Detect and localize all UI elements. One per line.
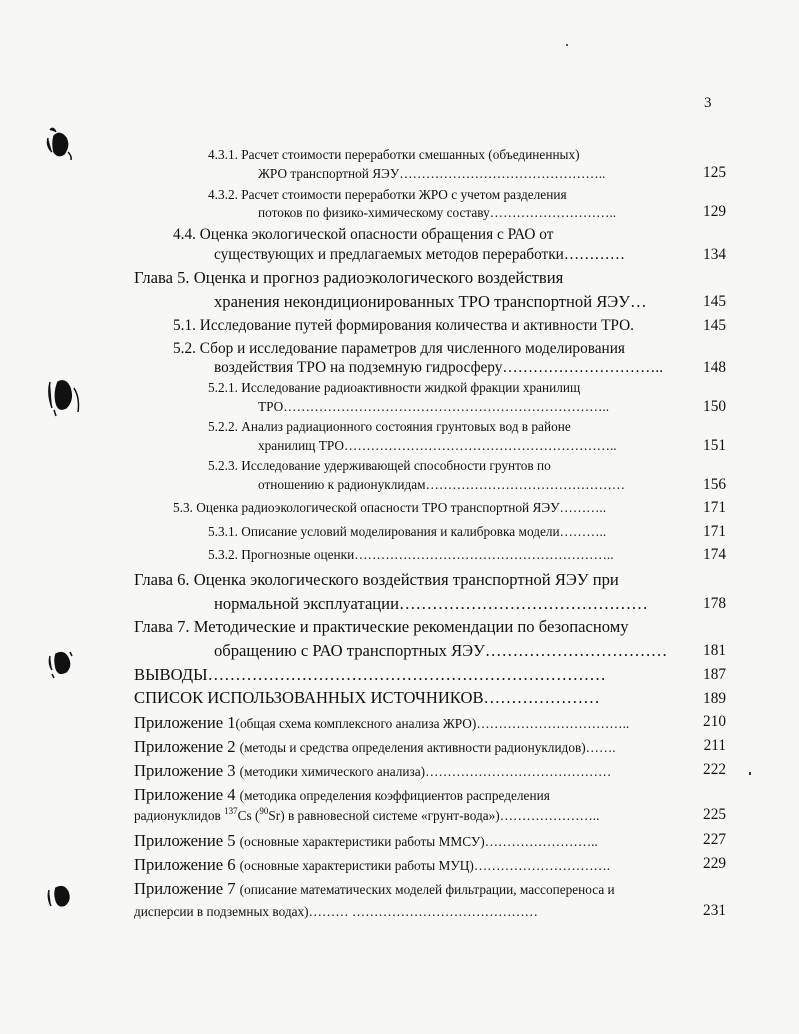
toc-entry-4-4: 4.4. Оценка экологической опасности обращения с РАО от [173, 226, 554, 243]
toc-conclusions: ВЫВОДЫ……………………………………………………………… [134, 665, 606, 684]
appendix-label: Приложение 1 [134, 713, 236, 732]
toc-entry-5-2-1-cont: ТРО……………………………………………………………….. [258, 399, 610, 414]
toc-page-number: 229 [703, 855, 726, 872]
toc-page-number: 222 [703, 761, 726, 778]
toc-appendix-2 [134, 737, 616, 757]
appendix-description: (основные характеристики работы МУЦ)…………………………. [239, 858, 611, 873]
isotope-mass-number: 137 [224, 805, 238, 816]
binding-hole-mark [44, 124, 76, 164]
appendix-label: Приложение 4 [134, 785, 240, 804]
toc-chapter-6-cont: нормальной эксплуатации……………………………………… [214, 594, 648, 613]
toc-page-number: 211 [703, 737, 726, 754]
toc-page-number: 231 [703, 902, 726, 919]
toc-chapter-5: Глава 5. Оценка и прогноз радиоэкологического воздействия [134, 268, 564, 287]
toc-entry-5-3: 5.3. Оценка радиоэкологической опасности ТРО транспортной ЯЭУ……….. [173, 500, 607, 515]
toc-chapter-5-cont: хранения некондиционированных ТРО транспортной ЯЭУ… [214, 292, 647, 311]
toc-page-number: 187 [703, 666, 726, 683]
toc-page-number: 227 [703, 831, 726, 848]
appendix-label: Приложение 3 [134, 761, 240, 780]
toc-chapter-6: Глава 6. Оценка экологического воздействия транспортной ЯЭУ при [134, 570, 619, 589]
toc-page-number: 189 [703, 690, 726, 707]
toc-appendix-4 [134, 785, 550, 805]
toc-entry-4-3-1-cont: ЖРО транспортной ЯЭУ……………………………………….. [258, 166, 606, 181]
toc-entry-5-3-2: 5.3.2. Прогнозные оценки………………………………………………….. [208, 547, 614, 562]
toc-page-number: 145 [703, 317, 726, 334]
toc-appendix-4-cont [134, 805, 600, 824]
toc-entry-5-2-2-cont: хранилищ ТРО…………………………………………………….. [258, 438, 617, 453]
toc-entry-5-2-3-cont: отношению к радионуклидам……………………………………… [258, 477, 626, 492]
toc-entry-5-1: 5.1. Исследование путей формирования количества и активности ТРО. [173, 317, 634, 334]
toc-page-number: 171 [703, 523, 726, 540]
toc-appendix-5 [134, 831, 598, 851]
toc-entry-5-2-2: 5.2.2. Анализ радиационного состояния грунтовых вод в районе [208, 419, 571, 434]
toc-appendix-7 [134, 879, 615, 899]
toc-page-number: 134 [703, 246, 726, 263]
toc-entry-4-3-2: 4.3.2. Расчет стоимости переработки ЖРО с учетом разделения [208, 187, 567, 202]
toc-page-number: 125 [703, 164, 726, 181]
appendix-label: Приложение 2 [134, 737, 240, 756]
toc-chapter-7-cont: обращению с РАО транспортных ЯЭУ…………………………… [214, 641, 668, 660]
toc-page-number: 181 [703, 642, 726, 659]
toc-entry-5-2: 5.2. Сбор и исследование параметров для численного моделирования [173, 340, 625, 357]
toc-page-number: 145 [703, 293, 726, 310]
toc-appendix-3 [134, 761, 611, 781]
toc-page-number: 150 [703, 398, 726, 415]
appendix-label: Приложение 7 [134, 879, 240, 898]
appendix-text: радионуклидов [134, 808, 225, 823]
toc-page-number: 210 [703, 713, 726, 730]
appendix-description: (методики химического анализа)…………………………………… [239, 764, 612, 779]
appendix-description: (описание математических моделей фильтрации, массопереноса и [239, 882, 615, 897]
toc-page-number: 151 [703, 437, 726, 454]
toc-entry-4-3-1: 4.3.1. Расчет стоимости переработки смешанных (объединенных) [208, 147, 580, 162]
toc-entry-5-2-cont: воздействия ТРО на подземную гидросферу………………………….. [214, 359, 664, 376]
appendix-description: (основные характеристики работы ММСУ)…………………….. [239, 834, 598, 849]
toc-chapter-7: Глава 7. Методические и практические рекомендации по безопасному [134, 617, 629, 636]
toc-page-number: 174 [703, 546, 726, 563]
appendix-description: (общая схема комплексного анализа ЖРО)…………………………….. [235, 716, 630, 731]
appendix-text: Sr) в равновесной системе «грунт-вода»)………………….. [268, 808, 600, 823]
toc-entry-5-2-1: 5.2.1. Исследование радиоактивности жидкой фракции хранилищ [208, 380, 581, 395]
appendix-label: Приложение 6 [134, 855, 240, 874]
toc-page-number: 225 [703, 806, 726, 823]
appendix-label: Приложение 5 [134, 831, 240, 850]
toc-appendix-6 [134, 855, 610, 875]
toc-appendix-7-cont: дисперсии в подземных водах)……… …………………………………… [134, 904, 538, 919]
appendix-description: (методика определения коэффициентов распределения [239, 788, 550, 803]
toc-page-number: 178 [703, 595, 726, 612]
page-number: 3 [704, 95, 712, 111]
scan-speck [566, 44, 568, 46]
toc-page-number: 148 [703, 359, 726, 376]
toc-page-number: 171 [703, 499, 726, 516]
toc-entry-4-4-cont: существующих и предлагаемых методов переработки………… [214, 246, 626, 263]
binding-hole-mark [46, 646, 78, 680]
binding-hole-mark [44, 880, 76, 912]
toc-entry-5-2-3: 5.2.3. Исследование удерживающей способности грунтов по [208, 458, 551, 473]
scan-speck [749, 772, 751, 775]
binding-hole-mark [44, 374, 84, 420]
toc-entry-4-3-2-cont: потоков по физико-химическому составу……………………….. [258, 205, 617, 220]
appendix-text: Cs ( [237, 808, 260, 823]
toc-references: СПИСОК ИСПОЛЬЗОВАННЫХ ИСТОЧНИКОВ………………… [134, 688, 600, 707]
toc-entry-5-3-1: 5.3.1. Описание условий моделирования и калибровка модели……….. [208, 524, 607, 539]
toc-page-number: 129 [703, 203, 726, 220]
toc-appendix-1 [134, 713, 629, 733]
toc-page-number: 156 [703, 476, 726, 493]
appendix-description: (методы и средства определения активности радионуклидов)……. [239, 740, 616, 755]
isotope-mass-number: 90 [259, 805, 269, 816]
